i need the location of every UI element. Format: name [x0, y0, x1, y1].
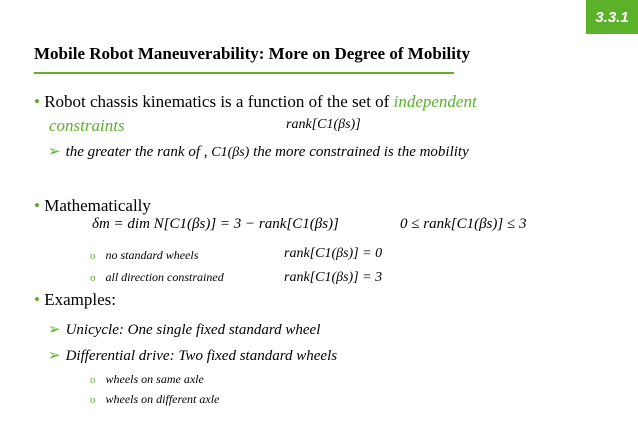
case-formula-rank-3 — [284, 270, 382, 286]
degree-of-mobility-formula — [92, 216, 339, 233]
bullet-chassis-continuation — [49, 116, 125, 136]
bullet-examples: • Examples: — [34, 290, 116, 309]
sub-bullet-formula: C1(βs) — [211, 145, 250, 160]
rank-bounds-formula — [400, 216, 526, 233]
formula-text: δm = dim N[C1(βs)] = 3 − rank[C1(βs)] — [92, 216, 339, 232]
detail-text: wheels on different axle — [105, 392, 220, 406]
example-differential-drive — [48, 346, 337, 365]
case-label: all direction constrained — [105, 270, 224, 284]
case-all-direction-constrained: o all direction constrained — [90, 270, 224, 284]
detail-different-axle: o wheels on different axle — [90, 392, 220, 406]
arrow-bullet-icon: ➢ — [48, 322, 61, 338]
case-no-standard-wheels: o no standard wheels — [90, 248, 199, 262]
slide-title: Mobile Robot Maneuverability: More on Degree of Mobility — [34, 44, 471, 63]
section-badge: 3.3.1 — [586, 0, 638, 34]
sub-bullet-text: the greater the rank of , — [65, 144, 208, 160]
formula-text: 0 ≤ rank[C1(βs)] ≤ 3 — [400, 216, 527, 232]
title-underline — [34, 72, 454, 74]
example-text: Differential drive: Two fixed standard wheels — [65, 348, 338, 364]
case-formula-rank-0 — [284, 246, 382, 262]
example-unicycle — [48, 320, 320, 339]
sub-bullet-rank — [48, 142, 469, 161]
bullet-text: Robot chassis kinematics is a function of the set of — [44, 92, 394, 111]
rank-formula-text: rank[C1(βs)] — [286, 117, 361, 132]
case-formula-text: rank[C1(βs)] = 0 — [284, 246, 383, 261]
detail-text: wheels on same axle — [105, 372, 204, 386]
detail-same-axle: o wheels on same axle — [90, 372, 204, 386]
bullet-text: Examples: — [44, 290, 116, 309]
rank-formula — [286, 117, 361, 133]
highlight-independent: independent — [393, 92, 477, 111]
highlight-constraints: constraints — [49, 116, 125, 135]
sub-bullet-text-after: the more constrained is the mobility — [249, 144, 469, 160]
case-formula-text: rank[C1(βs)] = 3 — [284, 270, 383, 285]
example-text: Unicycle: One single fixed standard wheel — [65, 322, 321, 338]
arrow-bullet-icon: ➢ — [48, 144, 61, 160]
bullet-text: Mathematically — [44, 196, 151, 215]
bullet-chassis-kinematics: • Robot chassis kinematics is a function of the set of independent — [34, 92, 477, 111]
case-label: no standard wheels — [105, 248, 199, 262]
arrow-bullet-icon: ➢ — [48, 348, 61, 364]
bullet-mathematically: • Mathematically — [34, 196, 151, 215]
